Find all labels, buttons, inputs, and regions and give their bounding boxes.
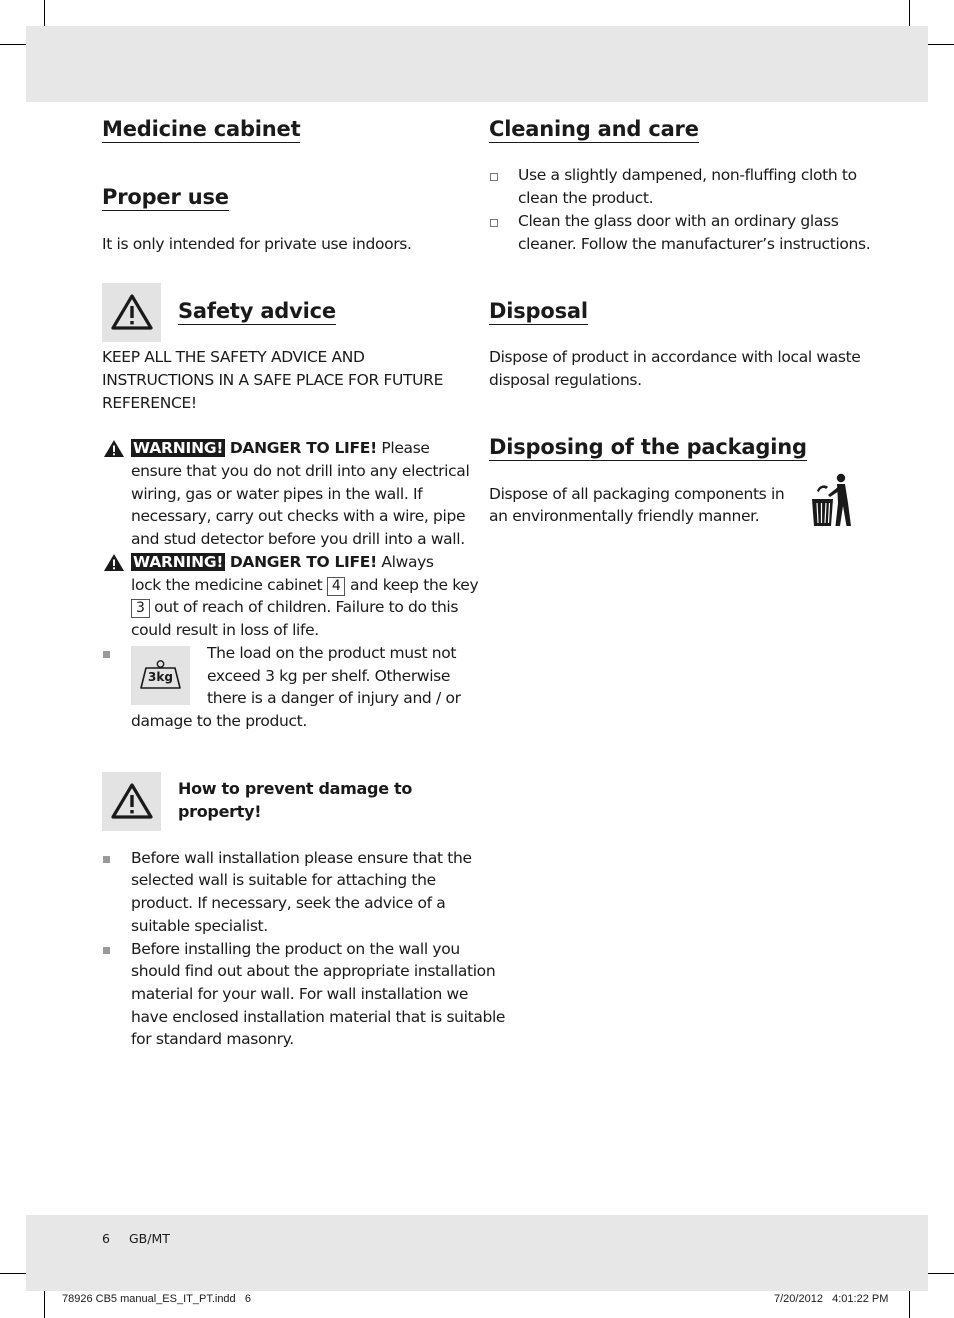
load-line: exceed 3 kg per shelf. Otherwise	[207, 667, 451, 685]
safety-keep-line: KEEP ALL THE SAFETY ADVICE AND	[102, 348, 365, 366]
prevent-item-1-line: suitable specialist.	[131, 917, 268, 935]
prevent-item-1-line: selected wall is suitable for attaching the	[131, 871, 436, 889]
crop-mark	[44, 1291, 45, 1318]
warning-icon-box	[102, 283, 161, 342]
prevent-item-2-line: material for your wall. For wall installation we	[131, 985, 469, 1003]
warning-label: WARNING!	[133, 439, 224, 457]
prevent-item-2-line: should find out about the appropriate installation	[131, 962, 496, 980]
bullet	[103, 947, 110, 954]
safety-keep-line: INSTRUCTIONS IN A SAFE PLACE FOR FUTURE	[102, 371, 444, 389]
disposal-line: Dispose of product in accordance with local waste	[489, 348, 861, 366]
warning-1-first-line: WARNING! DANGER TO LIFE! Please	[133, 439, 430, 457]
load-line: damage to the product.	[131, 712, 307, 730]
bullet	[490, 219, 498, 227]
prevent-item-2-line: for standard masonry.	[131, 1030, 294, 1048]
crop-mark	[909, 1291, 910, 1318]
warning-icon-box	[102, 772, 161, 831]
crop-mark	[928, 44, 954, 45]
prevent-heading: property!	[178, 802, 262, 821]
proper-use-text: It is only intended for private use indoors.	[102, 235, 412, 253]
footer-band	[26, 1215, 928, 1291]
crop-mark	[44, 0, 45, 26]
warning-icon	[111, 294, 153, 330]
page-title: Medicine cabinet	[102, 117, 301, 141]
packaging-heading: Disposing of the packaging	[489, 435, 807, 459]
cleaning-item-2-line: Clean the glass door with an ordinary glass	[518, 212, 839, 230]
warning-icon	[103, 553, 125, 572]
date-slug: 7/20/2012 4:01:22 PM	[774, 1293, 889, 1305]
safety-keep-line: REFERENCE!	[102, 394, 197, 412]
warning-1-line: and stud detector before you drill into a wall.	[131, 530, 465, 548]
packaging-line: an environmentally friendly manner.	[489, 507, 760, 525]
crop-mark	[0, 44, 26, 45]
danger-label: DANGER TO LIFE!	[229, 439, 377, 457]
warning-2-line: lock the medicine cabinet 4 and keep the key	[131, 576, 479, 594]
load-line: The load on the product must not	[207, 644, 457, 662]
weight-icon-box	[131, 646, 190, 705]
prevent-item-1-line: Before wall installation please ensure that the	[131, 849, 472, 867]
load-line: there is a danger of injury and / or	[207, 689, 461, 707]
packaging-line: Dispose of all packaging components in	[489, 485, 785, 503]
warning-1-line: wiring, gas or water pipes in the wall. If	[131, 485, 423, 503]
prevent-heading: How to prevent damage to	[178, 779, 413, 798]
bullet	[103, 651, 110, 658]
cleaning-heading: Cleaning and care	[489, 117, 699, 141]
tidyman-recycle-icon	[810, 473, 854, 528]
warning-2-line: could result in loss of life.	[131, 621, 319, 639]
warning-2-line: 3 out of reach of children. Failure to do this	[131, 596, 458, 619]
weight-icon-label: 3kg	[148, 670, 173, 684]
header-band	[26, 26, 928, 102]
bullet	[103, 856, 110, 863]
prevent-item-1-line: product. If necessary, seek the advice of a	[131, 894, 446, 912]
crop-mark	[909, 0, 910, 26]
disposal-line: disposal regulations.	[489, 371, 642, 389]
cleaning-item-1-line: Use a slightly dampened, non-fluffing cloth to	[518, 166, 857, 184]
language-code: GB/MT	[129, 1231, 170, 1246]
danger-label: DANGER TO LIFE!	[229, 553, 377, 571]
warning-icon	[103, 439, 125, 458]
part-number-box: 4	[327, 577, 346, 596]
proper-use-heading: Proper use	[102, 185, 229, 209]
warning-2-first-line: WARNING! DANGER TO LIFE! Always	[133, 553, 434, 571]
warning-icon	[111, 783, 153, 819]
warning-1-line: ensure that you do not drill into any electrical	[131, 462, 470, 480]
warning-1-line: necessary, carry out checks with a wire, pipe	[131, 507, 466, 525]
warning-label: WARNING!	[133, 553, 224, 571]
crop-mark	[928, 1273, 954, 1274]
disposal-heading: Disposal	[489, 299, 588, 323]
bullet	[490, 173, 498, 181]
page-number: 6	[102, 1231, 110, 1246]
prevent-item-2-line: Before installing the product on the wall you	[131, 940, 460, 958]
file-slug: 78926 CB5 manual_ES_IT_PT.indd 6	[62, 1293, 251, 1305]
safety-advice-heading: Safety advice	[178, 299, 336, 323]
part-number-box: 3	[131, 599, 150, 618]
prevent-item-2-line: have enclosed installation material that is suitable	[131, 1008, 506, 1026]
crop-mark	[0, 1273, 26, 1274]
cleaning-item-2-line: cleaner. Follow the manufacturer’s instructions.	[518, 235, 871, 253]
cleaning-item-1-line: clean the product.	[518, 189, 654, 207]
